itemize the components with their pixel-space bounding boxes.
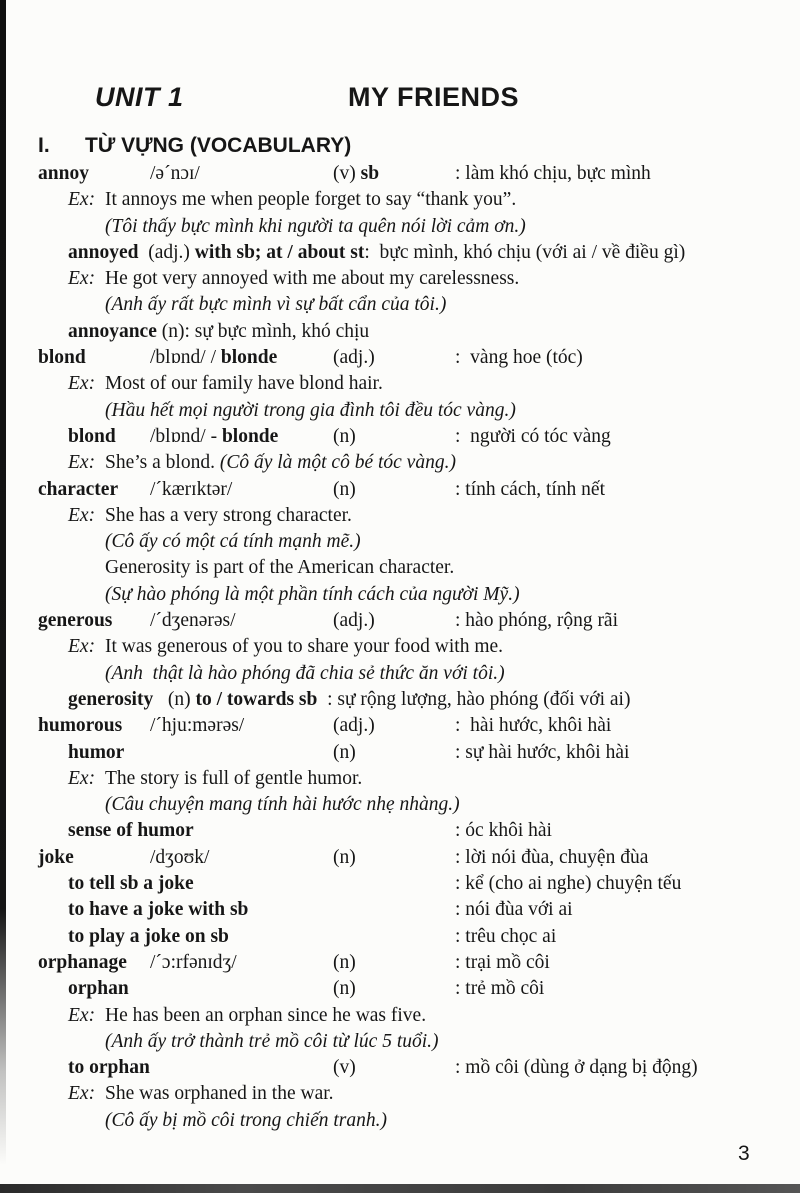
translation-row (0, 584, 800, 610)
translation-text: (Anh ấy trở thành trẻ mồ côi từ lúc 5 tuổi.) (105, 1030, 439, 1052)
example-label: Ex: (68, 189, 96, 211)
entry-definition: : nói đùa với ai (455, 899, 573, 921)
translation-text: (Sự hào phóng là một phần tính cách của người Mỹ.) (105, 583, 520, 605)
vocab-entry-row (0, 926, 800, 952)
entry-inline-text: generosity (n) to / towards sb : sự rộng lượng, hào phóng (đối với ai) (68, 688, 631, 710)
vocab-entry-row (0, 321, 800, 347)
entry-definition: : làm khó chịu, bực mình (455, 163, 651, 184)
entry-phonetic: /dʒoʊk/ (150, 846, 210, 868)
entry-pos: (adj.) (333, 347, 375, 369)
translation-text: (Cô ấy có một cá tính mạnh mẽ.) (105, 531, 361, 553)
page-title: MY FRIENDS (348, 82, 520, 112)
entry-definition: : trại mồ côi (455, 951, 550, 973)
vocab-entry-row (0, 1057, 800, 1083)
example-label: Ex: (68, 504, 96, 526)
translation-text: (Tôi thấy bực mình khi người ta quên nói lời cảm ơn.) (105, 215, 526, 237)
translation-row (0, 663, 800, 689)
vocab-entry-row (0, 847, 800, 873)
translation-text: (Cô ấy bị mồ côi trong chiến tranh.) (105, 1109, 387, 1131)
example-row (0, 373, 800, 399)
entry-word: blond (38, 347, 86, 369)
entry-phonetic: /blɒnd/ - blonde (150, 425, 279, 447)
entry-word: generous (38, 610, 113, 632)
example-row (0, 452, 800, 478)
entry-word: orphanage (38, 951, 127, 973)
entry-word: humor (68, 741, 125, 763)
entry-phonetic: /´hju:mərəs/ (150, 715, 245, 737)
example-label: Ex: (68, 373, 96, 395)
vocab-entry-row (0, 163, 800, 189)
vocab-entry-row (0, 347, 800, 373)
entry-phonetic: /blɒnd/ / blonde (150, 347, 278, 369)
vocab-entry-row (0, 426, 800, 452)
example-text: He has been an orphan since he was five. (105, 1004, 427, 1026)
example-row (0, 768, 800, 794)
example-row (0, 1005, 800, 1031)
vocab-list (0, 163, 800, 1136)
entry-inline-text: annoyance (n): sự bực mình, khó chịu (68, 320, 370, 342)
vocab-entry-row (0, 715, 800, 741)
example-row (0, 268, 800, 294)
translation-row (0, 794, 800, 820)
entry-pos: (adj.) (333, 715, 375, 737)
entry-phonetic: /´ɔ:rfənɪdʒ/ (150, 951, 237, 973)
translation-row (0, 294, 800, 320)
entry-pos: (n) (333, 425, 356, 447)
example-continuation-row (0, 557, 800, 583)
vocab-entry-row (0, 978, 800, 1004)
vocab-entry-row (0, 689, 800, 715)
vocab-entry-row (0, 952, 800, 978)
example-text: She was orphaned in the war. (105, 1083, 334, 1105)
example-text: The story is full of gentle humor. (105, 767, 363, 789)
translation-text: (Anh ấy rất bực mình vì sự bất cẩn của tôi.) (105, 294, 447, 316)
example-row (0, 636, 800, 662)
entry-definition: : sự hài hước, khôi hài (455, 741, 630, 763)
section-title: TỪ VỰNG (VOCABULARY) (85, 134, 352, 157)
translation-row (0, 531, 800, 557)
example-label: Ex: (68, 452, 96, 474)
entry-definition: : trêu chọc ai (455, 925, 557, 947)
translation-row (0, 1110, 800, 1136)
example-label: Ex: (68, 1083, 96, 1105)
entry-word: orphan (68, 978, 129, 1000)
entry-pos: (v) sb (333, 163, 380, 184)
example-continuation-text: Generosity is part of the American character. (105, 557, 455, 579)
unit-label: UNIT 1 (95, 82, 184, 112)
vocab-entry-row (0, 610, 800, 636)
example-label: Ex: (68, 268, 96, 290)
entry-definition: : kể (cho ai nghe) chuyện tếu (455, 873, 682, 895)
example-text: It annoys me when people forget to say “thank you”. (105, 189, 517, 211)
entry-word: to tell sb a joke (68, 873, 194, 895)
entry-definition: : óc khôi hài (455, 820, 552, 842)
entry-definition: : người có tóc vàng (455, 425, 611, 447)
vocab-entry-row (0, 242, 800, 268)
example-label: Ex: (68, 1004, 96, 1026)
entry-pos: (n) (333, 741, 356, 763)
example-label: Ex: (68, 636, 96, 658)
example-label: Ex: (68, 767, 96, 789)
entry-definition: : hào phóng, rộng rãi (455, 610, 619, 632)
entry-word: joke (38, 846, 74, 868)
vocab-entry-row (0, 820, 800, 846)
section-number: I. (38, 134, 50, 157)
translation-text: (Hầu hết mọi người trong gia đình tôi đều tóc vàng.) (105, 399, 516, 421)
entry-pos: (n) (333, 978, 356, 1000)
vocab-entry-row (0, 873, 800, 899)
entry-word: to have a joke with sb (68, 899, 249, 921)
vocab-entry-row (0, 742, 800, 768)
entry-word: blond (68, 425, 116, 447)
entry-pos: (n) (333, 478, 356, 500)
entry-word: to play a joke on sb (68, 925, 229, 947)
entry-word: humorous (38, 715, 123, 737)
example-text: Most of our family have blond hair. (105, 373, 383, 395)
entry-definition: : lời nói đùa, chuyện đùa (455, 846, 649, 868)
example-text: She’s a blond. (Cô ấy là một cô bé tóc vàng.) (105, 452, 456, 474)
translation-text: (Anh thật là hào phóng đã chia sẻ thức ăn với tôi.) (105, 662, 505, 684)
translation-row (0, 400, 800, 426)
entry-pos: (v) (333, 1057, 356, 1079)
example-row (0, 1083, 800, 1109)
entry-definition: : hài hước, khôi hài (455, 715, 612, 737)
example-text: He got very annoyed with me about my carelessness. (105, 268, 520, 290)
vocab-entry-row (0, 899, 800, 925)
entry-phonetic: /´kærɪktər/ (150, 478, 233, 500)
entry-phonetic: /´dʒenərəs/ (150, 610, 236, 632)
entry-word: annoy (38, 163, 89, 184)
section-heading (38, 134, 351, 158)
translation-row (0, 216, 800, 242)
example-row (0, 505, 800, 531)
vocab-entry-row (0, 479, 800, 505)
entry-pos: (n) (333, 846, 356, 868)
scan-edge-bottom (0, 1184, 800, 1193)
entry-word: character (38, 478, 119, 500)
entry-word: sense of humor (68, 820, 194, 842)
example-row (0, 189, 800, 215)
example-text: It was generous of you to share your food with me. (105, 636, 504, 658)
entry-phonetic: /ə´nɔɪ/ (150, 163, 200, 184)
entry-pos: (adj.) (333, 610, 375, 632)
example-text: She has a very strong character. (105, 504, 352, 526)
translation-text: (Câu chuyện mang tính hài hước nhẹ nhàng.) (105, 794, 460, 816)
translation-row (0, 1031, 800, 1057)
entry-definition: : trẻ mồ côi (455, 978, 545, 1000)
entry-word: to orphan (68, 1057, 150, 1079)
entry-definition: : mồ côi (dùng ở dạng bị động) (455, 1057, 698, 1079)
entry-pos: (n) (333, 951, 356, 973)
entry-definition: : vàng hoe (tóc) (455, 347, 583, 369)
entry-definition: : tính cách, tính nết (455, 478, 606, 500)
page-number: 3 (738, 1142, 750, 1165)
entry-inline-text: annoyed (adj.) with sb; at / about st: bực mình, khó chịu (với ai / về điều gì) (68, 241, 686, 263)
